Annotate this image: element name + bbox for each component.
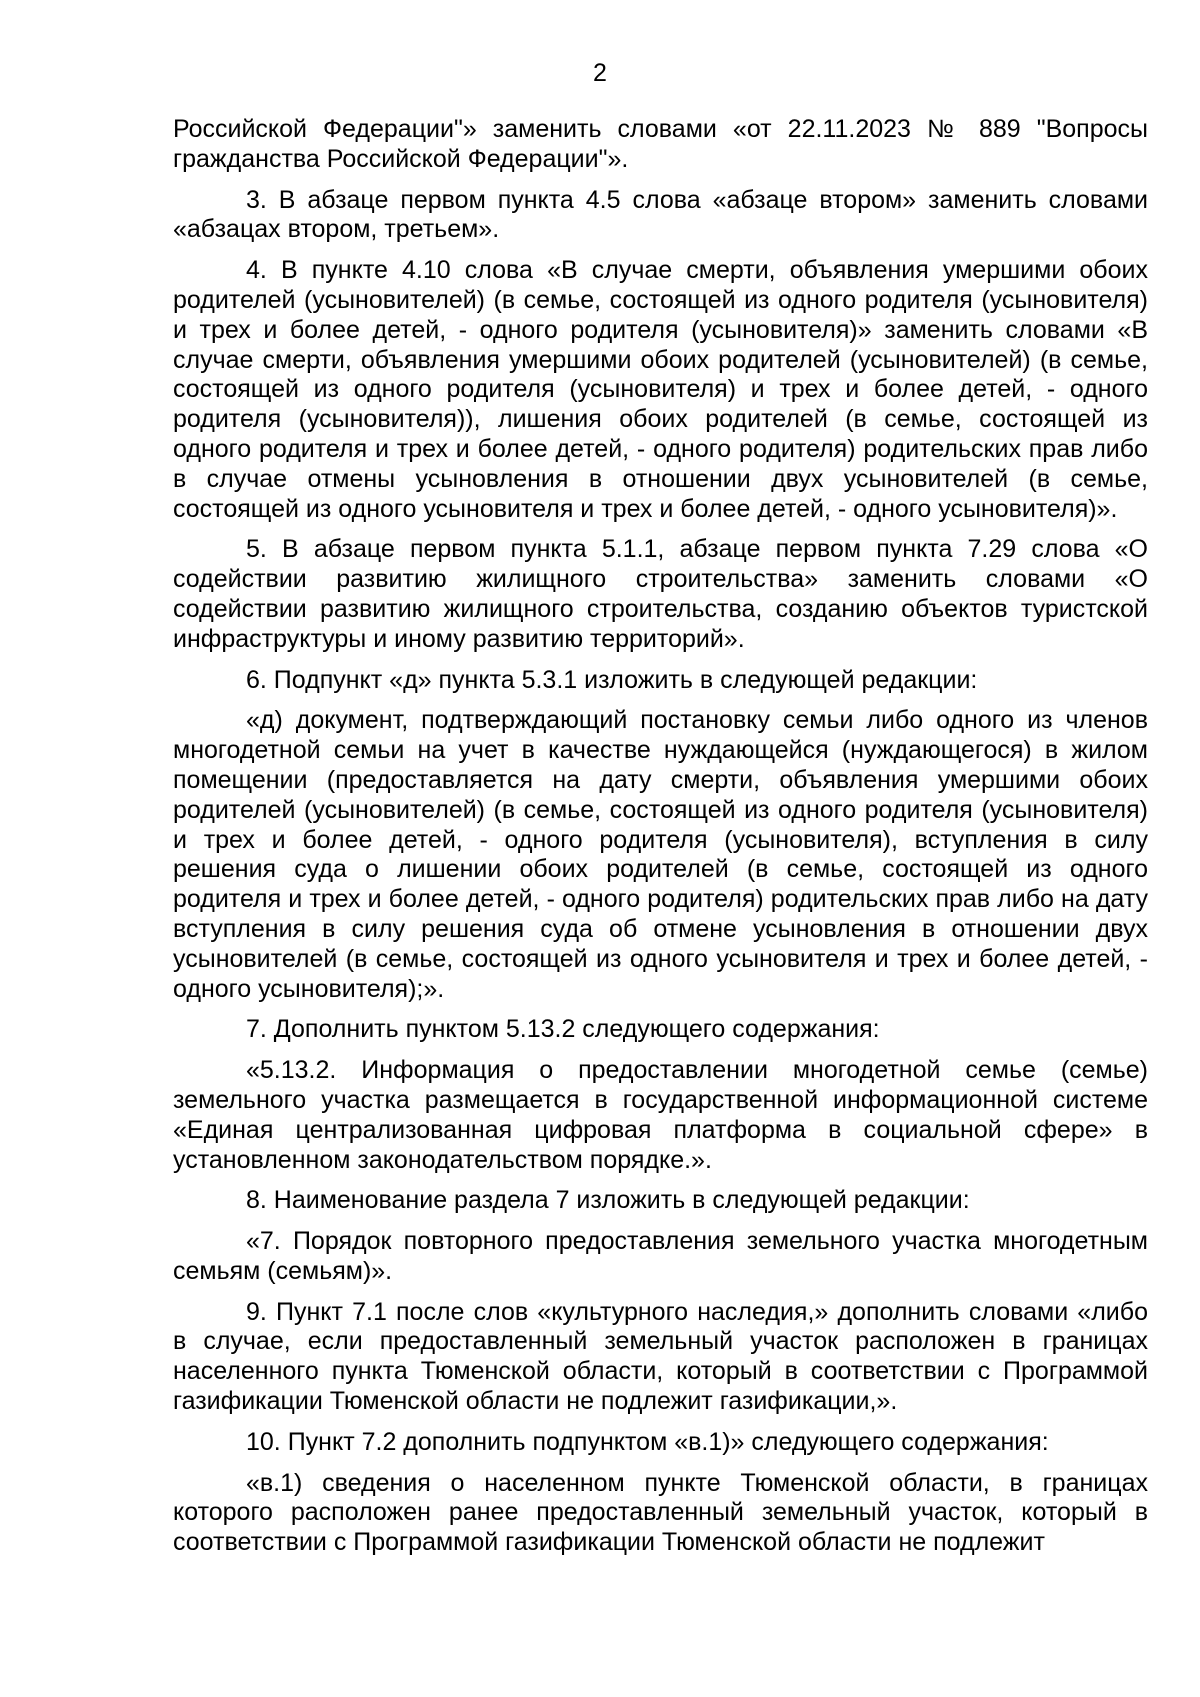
paragraph-item-6: 6. Подпункт «д» пункта 5.3.1 изложить в следующей редакции: (246, 665, 978, 694)
page-number: 2 (593, 59, 607, 87)
paragraph-item-4: 4. В пункте 4.10 слова «В случае смерти, объявления умершими обоих родителей (усыновителей) (в семье, состоящей из одного родителя (усыновителя) и трех и более детей, - одного родителя (усыновителя)» заменить словами «В случае смерти, объявления умершими обоих родителей (усыновителей) (в семье, состоящей из одного родителя (усыновителя) и трех и более детей, - одного родителя (усыновителя)), лишения обоих родителей (в семье, состоящей из одного родителя и трех и более детей, - одного родителя) родительских прав либо в случае отмены усыновления в отношении двух усыновителей (в семье, состоящей из одного усыновителя и трех и более детей, - одного усыновителя)». (173, 256, 1148, 523)
paragraph-subpoint-v1: «в.1) сведения о населенном пункте Тюменской области, в границах которого расположен ранее предоставленный земельный участок, который в соответствии с Программой газификации Тюменской области не подлежит (173, 1468, 1148, 1557)
paragraph-continuation: Российской Федерации"» заменить словами «от 22.11.2023 № 889 "Вопросы гражданства Российской Федерации"». (173, 115, 1148, 173)
paragraph-item-9: 9. Пункт 7.1 после слов «культурного наследия,» дополнить словами «либо в случае, если предоставленный земельный участок расположен в границах населенного пункта Тюменской области, который в соответствии с Программой газификации Тюменской области не подлежит газификации,». (173, 1297, 1148, 1416)
document-body (173, 115, 1148, 1558)
paragraph-subpoint-d: «д) документ, подтверждающий постановку семьи либо одного из членов многодетной семьи на учет в качестве нуждающейся (нуждающегося) в жилом помещении (предоставляется на дату смерти, объявления умершими обоих родителей (усыновителей) (в семье, состоящей из одного родителя (усыновителя) и трех и более детей, - одного родителя (усыновителя), вступления в силу решения суда о лишении обоих родителей (в семье, состоящей из одного родителя и трех и более детей, - одного родителя) родительских прав либо на дату вступления в силу решения суда об отмене усыновления в отношении двух усыновителей (в семье, состоящей из одного усыновителя и трех и более детей, - одного усыновителя);». (173, 706, 1148, 1003)
paragraph-item-5: 5. В абзаце первом пункта 5.1.1, абзаце первом пункта 7.29 слова «О содействии развитию жилищного строительства» заменить словами «О содействии развитию жилищного строительства, созданию объектов туристской инфраструктуры и иному развитию территорий». (173, 535, 1148, 653)
paragraph-item-10: 10. Пункт 7.2 дополнить подпунктом «в.1)» следующего содержания: (246, 1427, 1049, 1456)
paragraph-section-7-title: «7. Порядок повторного предоставления земельного участка многодетным семьям (семьям)». (173, 1227, 1148, 1285)
paragraph-item-7: 7. Дополнить пунктом 5.13.2 следующего содержания: (246, 1015, 880, 1044)
paragraph-item-8: 8. Наименование раздела 7 изложить в следующей редакции: (246, 1186, 970, 1215)
paragraph-item-3: 3. В абзаце первом пункта 4.5 слова «абзаце втором» заменить словами «абзацах втором, третьем». (173, 185, 1148, 244)
paragraph-point-5-13-2: «5.13.2. Информация о предоставлении многодетной семье (семье) земельного участка размещается в государственной информационной системе «Единая централизованная цифровая платформа в социальной сфере» в установленном законодательством порядке.». (173, 1056, 1148, 1174)
